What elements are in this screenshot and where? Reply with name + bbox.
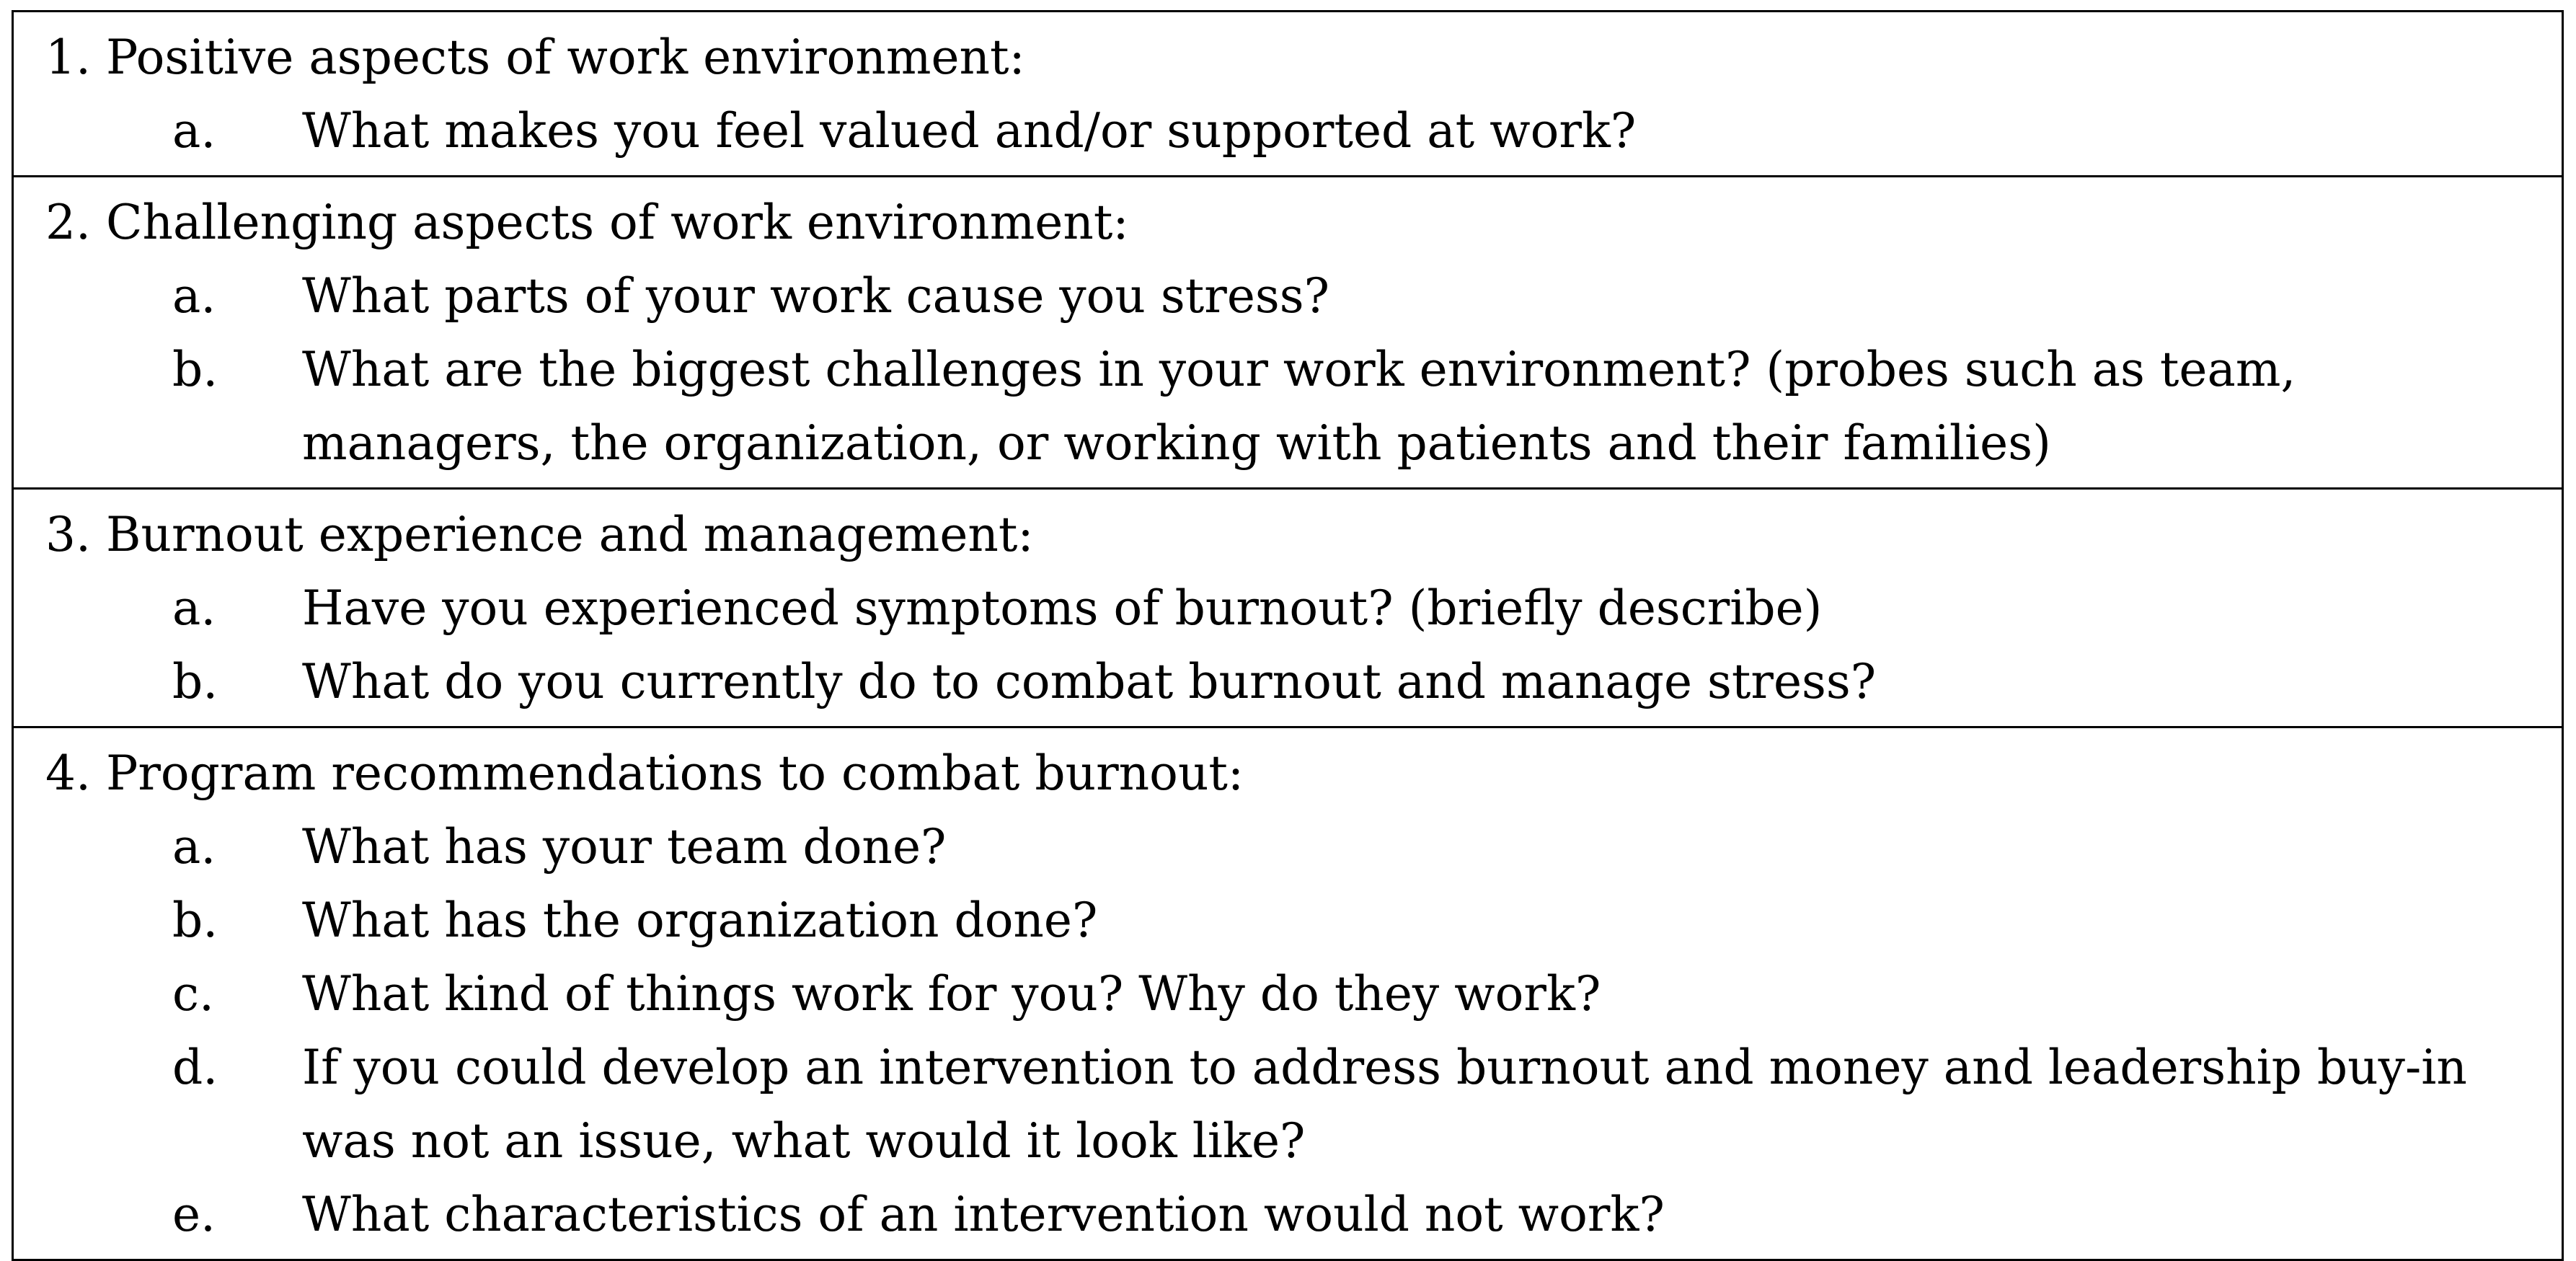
list-item (14, 957, 2562, 1031)
list-item (14, 260, 2562, 333)
item-letter: a. (172, 819, 216, 875)
item-text: What do you currently do to combat burnout and manage stress? (302, 654, 1877, 709)
list-item (14, 810, 2562, 884)
section-program-recommendations (14, 726, 2562, 1259)
item-letter: e. (172, 1187, 216, 1242)
item-text: What are the biggest challenges in your work environment? (probes such as team, managers, the organization, or working with patients and their families) (302, 342, 2296, 471)
section-challenging-aspects (14, 175, 2562, 487)
list-item (14, 1031, 2562, 1178)
list-item (14, 884, 2562, 957)
item-letter: b. (172, 654, 218, 709)
interview-guide-table (12, 10, 2564, 1261)
item-text: What makes you feel valued and/or supported at work? (302, 103, 1637, 159)
item-letter: a. (172, 580, 216, 636)
item-text: Have you experienced symptoms of burnout? (briefly describe) (302, 580, 1823, 636)
item-text: What characteristics of an intervention would not work? (302, 1187, 1665, 1242)
item-letter: a. (172, 268, 216, 324)
section-heading: 2. Challenging aspects of work environment: (45, 195, 1129, 250)
item-letter: d. (172, 1040, 218, 1095)
section-heading: 3. Burnout experience and management: (45, 507, 1034, 562)
item-text: What has your team done? (302, 819, 947, 875)
list-item (14, 333, 2562, 480)
item-text: What kind of things work for you? Why do they work? (302, 966, 1601, 1022)
section-burnout-experience (14, 487, 2562, 726)
item-text: What parts of your work cause you stress? (302, 268, 1330, 324)
section-heading: 4. Program recommendations to combat burnout: (45, 745, 1244, 801)
list-item (14, 645, 2562, 719)
item-letter: c. (172, 966, 214, 1022)
item-text: If you could develop an intervention to address burnout and money and leadership buy-in was not an issue, what would it look like? (302, 1040, 2467, 1169)
item-letter: b. (172, 893, 218, 948)
item-letter: a. (172, 103, 216, 159)
item-text: What has the organization done? (302, 893, 1098, 948)
list-item (14, 94, 2562, 168)
item-letter: b. (172, 342, 218, 397)
section-heading: 1. Positive aspects of work environment: (45, 30, 1025, 85)
list-item (14, 1178, 2562, 1252)
section-positive-aspects (14, 12, 2562, 175)
list-item (14, 572, 2562, 645)
